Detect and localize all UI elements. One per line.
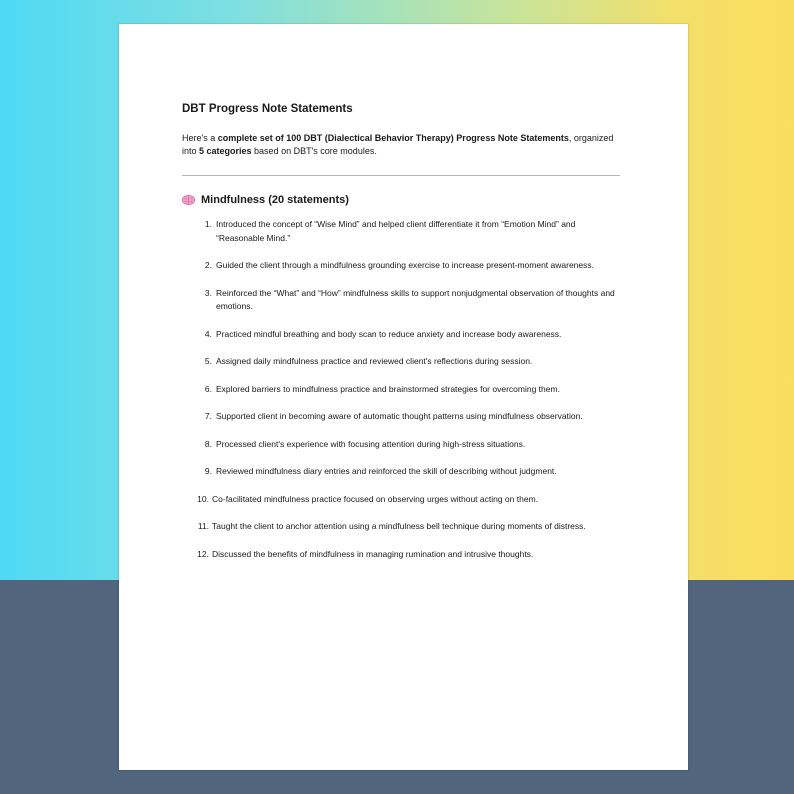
statement-list <box>182 218 622 561</box>
document-content <box>182 102 622 561</box>
statement-text: Co-facilitated mindfulness practice focused on observing urges without acting on them. <box>212 493 539 504</box>
statement-number: 3. <box>204 287 212 298</box>
statement-text: Processed client's experience with focusing attention during high-stress situations. <box>216 438 526 449</box>
list-item <box>182 218 622 245</box>
section-title: Mindfulness (20 statements) <box>201 194 349 206</box>
statement-text: Explored barriers to mindfulness practice and brainstormed strategies for overcoming them. <box>216 383 560 394</box>
statement-number: 12. <box>197 548 209 559</box>
brain-icon <box>182 195 195 205</box>
section-heading <box>182 193 622 207</box>
list-item <box>182 465 622 479</box>
statement-text: Reinforced the “What” and “How” mindfulness skills to support nonjudgmental observation of thoughts and emotions. <box>216 287 615 311</box>
intro-bold-text: 5 categories <box>199 146 252 156</box>
intro-paragraph <box>182 132 622 158</box>
intro-bold-text: complete set of 100 DBT (Dialectical Behavior Therapy) Progress Note Statements <box>217 133 569 143</box>
statement-number: 5. <box>204 356 212 366</box>
intro-text: , organized into <box>182 133 614 156</box>
list-item <box>182 259 622 273</box>
statement-number: 7. <box>204 411 212 421</box>
statement-number: 11. <box>197 521 209 531</box>
document-title: DBT Progress Note Statements <box>182 103 353 115</box>
list-item <box>182 548 622 562</box>
list-item <box>182 287 622 314</box>
list-item <box>182 410 622 424</box>
divider <box>182 175 620 176</box>
statement-number: 8. <box>204 438 212 449</box>
statement-text: Guided the client through a mindfulness grounding exercise to increase present-moment awareness. <box>216 260 594 270</box>
statement-text: Introduced the concept of “Wise Mind” and helped client differentiate it from “Emotion Mind” and “Reasonable Mind.” <box>216 219 576 243</box>
statement-text: Assigned daily mindfulness practice and reviewed client's reflections during session. <box>216 356 533 366</box>
list-item <box>182 438 622 452</box>
document-page <box>119 24 688 770</box>
statement-number: 6. <box>204 383 212 394</box>
statement-number: 4. <box>204 328 212 339</box>
statement-text: Supported client in becoming aware of automatic thought patterns using mindfulness observation. <box>216 411 583 421</box>
statement-text: Reviewed mindfulness diary entries and reinforced the skill of describing without judgment. <box>216 466 557 476</box>
list-item <box>182 383 622 397</box>
statement-number: 1. <box>204 219 212 229</box>
statement-number: 9. <box>204 466 212 476</box>
list-item <box>182 355 622 369</box>
statement-text: Practiced mindful breathing and body scan to reduce anxiety and increase body awareness. <box>216 328 562 339</box>
list-item <box>182 520 622 534</box>
statement-number: 10. <box>197 493 209 504</box>
statement-text: Discussed the benefits of mindfulness in managing rumination and intrusive thoughts. <box>212 548 534 559</box>
list-item <box>182 493 622 507</box>
intro-text: based on DBT's core modules. <box>251 146 377 156</box>
statement-text: Taught the client to anchor attention using a mindfulness bell technique during moments of distress. <box>212 521 586 531</box>
list-item <box>182 328 622 342</box>
intro-text: Here's a <box>182 133 218 143</box>
statement-number: 2. <box>204 260 212 270</box>
